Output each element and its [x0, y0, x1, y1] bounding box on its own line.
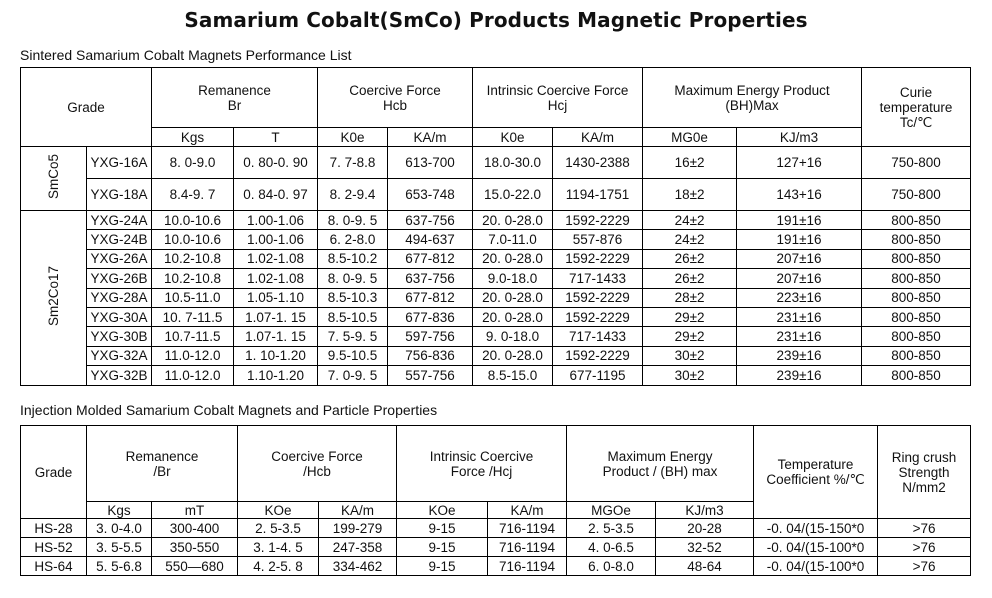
table-cell: 191±16 [737, 230, 862, 249]
energy-symbol: (BH)Max [725, 97, 779, 113]
grade-cell: YXG-32A [87, 346, 152, 365]
table-cell: 7.0-11.0 [473, 230, 553, 249]
table-cell: 750-800 [862, 147, 971, 179]
temp-coefficient-header [754, 426, 878, 519]
table-cell: 10.2-10.8 [152, 249, 234, 268]
table-cell: 199-279 [319, 519, 397, 538]
table-cell: >76 [878, 519, 971, 538]
table-cell: 28±2 [643, 288, 737, 307]
table-cell: 11.0-12.0 [152, 346, 234, 365]
table-row [21, 211, 971, 230]
table-cell: 231±16 [737, 327, 862, 346]
unit-header: KA/m [388, 128, 473, 147]
table-cell: 9-15 [397, 519, 488, 538]
curie-header [862, 68, 971, 147]
table-cell: 1. 10-1.20 [234, 346, 318, 365]
table-cell: 800-850 [862, 230, 971, 249]
table-cell: 10.2-10.8 [152, 269, 234, 288]
unit-header: KJ/m3 [656, 502, 754, 519]
table-cell: 1.02-1.08 [234, 269, 318, 288]
unit-header: KA/m [488, 502, 567, 519]
unit-header: KOe [238, 502, 319, 519]
remanence-label: Remanence [198, 82, 271, 98]
table-cell: 127+16 [737, 147, 862, 179]
table-row [21, 230, 971, 249]
unit-header: KA/m [553, 128, 643, 147]
coercive-label: Coercive Force [349, 82, 441, 98]
table-cell: 26±2 [643, 269, 737, 288]
table-cell: 557-756 [388, 366, 473, 385]
ring-label-3: N/mm2 [902, 479, 946, 495]
intrinsic-label: Intrinsic Coercive Force [486, 82, 629, 98]
energy-symbol: Product / (BH) max [602, 463, 718, 479]
table-cell: 1.00-1.06 [234, 211, 318, 230]
table-cell: 20-28 [656, 519, 754, 538]
table-cell: 716-1194 [488, 538, 567, 557]
grade-cell: YXG-26B [87, 269, 152, 288]
table-cell: 717-1433 [553, 327, 643, 346]
intrinsic-symbol: Hcj [547, 97, 568, 113]
sintered-caption: Sintered Samarium Cobalt Magnets Performance List [20, 47, 352, 63]
curie-label-2: temperature [879, 99, 953, 115]
table-row [21, 519, 971, 538]
table-cell: 223±16 [737, 288, 862, 307]
unit-header: KA/m [319, 502, 397, 519]
remanence-header [152, 68, 318, 128]
table-cell: 800-850 [862, 211, 971, 230]
table-cell: 613-700 [388, 147, 473, 179]
table-cell: 231±16 [737, 307, 862, 326]
table-cell: 800-850 [862, 327, 971, 346]
table-cell: 30±2 [643, 366, 737, 385]
remanence-symbol: Br [227, 97, 242, 113]
grade-cell: HS-52 [21, 538, 87, 557]
table-cell: 716-1194 [488, 557, 567, 576]
remanence-symbol: /Br [153, 463, 171, 479]
temp-label-2: Coefficient %/℃ [766, 472, 865, 487]
table-row [21, 346, 971, 365]
table-cell: 18±2 [643, 179, 737, 211]
table-cell: 334-462 [319, 557, 397, 576]
table-cell: 3. 1-4. 5 [238, 538, 319, 557]
table-cell: 191±16 [737, 211, 862, 230]
group-label [21, 211, 87, 386]
table-cell: 653-748 [388, 179, 473, 211]
table-cell: 3. 5-5.5 [87, 538, 152, 557]
intrinsic-header [397, 426, 567, 502]
table-cell: 1592-2229 [553, 346, 643, 365]
coercive-label: Coercive Force [271, 448, 363, 464]
table-cell: 29±2 [643, 307, 737, 326]
coercive-header [238, 426, 397, 502]
table-cell: 24±2 [643, 230, 737, 249]
table-cell: 207±16 [737, 249, 862, 268]
curie-label-3: Tc/℃ [899, 114, 933, 130]
table-cell: 8.5-10.5 [318, 307, 388, 326]
table-cell: 6. 2-8.0 [318, 230, 388, 249]
table-cell: 239±16 [737, 346, 862, 365]
table-cell: 1.02-1.08 [234, 249, 318, 268]
table-cell: 677-836 [388, 307, 473, 326]
energy-label: Maximum Energy [607, 448, 713, 464]
group-name: SmCo5 [46, 154, 61, 200]
grade-cell: YXG-24B [87, 230, 152, 249]
table-cell: 8. 2-9.4 [318, 179, 388, 211]
table-cell: 2. 5-3.5 [567, 519, 656, 538]
table-cell: -0. 04/(15-100*0 [754, 538, 878, 557]
ring-crush-header [878, 426, 971, 519]
table-cell: 10. 7-11.5 [152, 307, 234, 326]
unit-header: T [234, 128, 318, 147]
table-cell: 550—680 [152, 557, 238, 576]
table-row [21, 288, 971, 307]
table-cell: 143+16 [737, 179, 862, 211]
unit-header: K0e [473, 128, 553, 147]
unit-header: Kgs [87, 502, 152, 519]
table-cell: 8. 0-9.0 [152, 147, 234, 179]
unit-header: mT [152, 502, 238, 519]
group-name: Sm2Co17 [46, 266, 61, 327]
table-cell: 1.00-1.06 [234, 230, 318, 249]
table-cell: -0. 04/(15-100*0 [754, 557, 878, 576]
table-cell: 1.05-1.10 [234, 288, 318, 307]
grade-cell: YXG-30B [87, 327, 152, 346]
table-cell: 9.0-18.0 [473, 269, 553, 288]
grade-cell: YXG-28A [87, 288, 152, 307]
table-cell: 677-812 [388, 288, 473, 307]
ring-label-1: Ring crush [891, 449, 957, 465]
unit-header: K0e [318, 128, 388, 147]
table-row [21, 147, 971, 179]
remanence-header [87, 426, 238, 502]
table-cell: 9. 0-18.0 [473, 327, 553, 346]
table-cell: 750-800 [862, 179, 971, 211]
coercive-symbol: /Hcb [303, 463, 331, 479]
grade-cell: YXG-32B [87, 366, 152, 385]
sintered-table [20, 67, 971, 386]
ring-label-2: Strength [898, 464, 950, 480]
table-cell: 8.5-15.0 [473, 366, 553, 385]
table-cell: 800-850 [862, 249, 971, 268]
table-cell: 15.0-22.0 [473, 179, 553, 211]
table-cell: 494-637 [388, 230, 473, 249]
page-title: Samarium Cobalt(SmCo) Products Magnetic Properties [184, 8, 808, 32]
grade-cell: YXG-18A [87, 179, 152, 211]
table-cell: 8.5-10.3 [318, 288, 388, 307]
table-cell: 800-850 [862, 288, 971, 307]
table-cell: 1.10-1.20 [234, 366, 318, 385]
temp-label-1: Temperature [777, 457, 854, 472]
intrinsic-symbol: Force /Hcj [450, 463, 513, 479]
injection-caption: Injection Molded Samarium Cobalt Magnets and Particle Properties [20, 402, 438, 418]
table-row [21, 366, 971, 385]
table-cell: 7. 5-9. 5 [318, 327, 388, 346]
table-cell: 1592-2229 [553, 211, 643, 230]
grade-cell: YXG-24A [87, 211, 152, 230]
table-cell: >76 [878, 557, 971, 576]
table-cell: 20. 0-28.0 [473, 249, 553, 268]
table-cell: 4. 0-6.5 [567, 538, 656, 557]
unit-header: KOe [397, 502, 488, 519]
table-cell: 300-400 [152, 519, 238, 538]
table-cell: 717-1433 [553, 269, 643, 288]
table-cell: 6. 0-8.0 [567, 557, 656, 576]
table-cell: 800-850 [862, 346, 971, 365]
table-cell: 1.07-1. 15 [234, 327, 318, 346]
energy-header [567, 426, 754, 502]
table-row [21, 538, 971, 557]
table-cell: 0. 80-0. 90 [234, 147, 318, 179]
table-cell: 5. 5-6.8 [87, 557, 152, 576]
table-cell: 3. 0-4.0 [87, 519, 152, 538]
table-cell: 10.7-11.5 [152, 327, 234, 346]
table-row [21, 307, 971, 326]
intrinsic-header [473, 68, 643, 128]
table-cell: 557-876 [553, 230, 643, 249]
table-cell: >76 [878, 538, 971, 557]
table-cell: 1194-1751 [553, 179, 643, 211]
unit-header: MGOe [567, 502, 656, 519]
table-cell: 20. 0-28.0 [473, 307, 553, 326]
table-cell: 350-550 [152, 538, 238, 557]
table-cell: 1430-2388 [553, 147, 643, 179]
table-cell: 8. 0-9. 5 [318, 269, 388, 288]
table-cell: 7. 7-8.8 [318, 147, 388, 179]
intrinsic-label: Intrinsic Coercive [429, 448, 534, 464]
table-row [21, 557, 971, 576]
table-cell: 20. 0-28.0 [473, 288, 553, 307]
table-cell: 800-850 [862, 269, 971, 288]
grade-cell: YXG-26A [87, 249, 152, 268]
table-cell: 207±16 [737, 269, 862, 288]
table-cell: 637-756 [388, 269, 473, 288]
table-cell: 10.0-10.6 [152, 211, 234, 230]
energy-label: Maximum Energy Product [674, 82, 830, 98]
table-cell: 637-756 [388, 211, 473, 230]
table-cell: 9-15 [397, 538, 488, 557]
table-cell: 677-812 [388, 249, 473, 268]
table-cell: 597-756 [388, 327, 473, 346]
energy-header [643, 68, 862, 128]
table-cell: 10.0-10.6 [152, 230, 234, 249]
table-cell: 26±2 [643, 249, 737, 268]
unit-header: Kgs [152, 128, 234, 147]
table-cell: 1592-2229 [553, 307, 643, 326]
table-cell: 11.0-12.0 [152, 366, 234, 385]
table-cell: 29±2 [643, 327, 737, 346]
table-cell: 8. 0-9. 5 [318, 211, 388, 230]
table-cell: 24±2 [643, 211, 737, 230]
table-cell: 8.4-9. 7 [152, 179, 234, 211]
table-cell: 1592-2229 [553, 288, 643, 307]
table-cell: 247-358 [319, 538, 397, 557]
table-cell: 239±16 [737, 366, 862, 385]
table-cell: 4. 2-5. 8 [238, 557, 319, 576]
table-cell: 16±2 [643, 147, 737, 179]
table-cell: 0. 84-0. 97 [234, 179, 318, 211]
table-cell: 716-1194 [488, 519, 567, 538]
table-row [21, 269, 971, 288]
coercive-header [318, 68, 473, 128]
table-cell: 32-52 [656, 538, 754, 557]
grade-cell: YXG-30A [87, 307, 152, 326]
table-cell: 7. 0-9. 5 [318, 366, 388, 385]
table-cell: 677-1195 [553, 366, 643, 385]
table-cell: 20. 0-28.0 [473, 346, 553, 365]
table-cell: 9-15 [397, 557, 488, 576]
table-cell: 48-64 [656, 557, 754, 576]
table-cell: 30±2 [643, 346, 737, 365]
table-cell: 1.07-1. 15 [234, 307, 318, 326]
group-label [21, 147, 87, 211]
table-cell: 1592-2229 [553, 249, 643, 268]
grade-header: Grade [21, 68, 152, 147]
grade-cell: HS-64 [21, 557, 87, 576]
grade-cell: YXG-16A [87, 147, 152, 179]
table-row [21, 249, 971, 268]
table-cell: 756-836 [388, 346, 473, 365]
table-row [21, 327, 971, 346]
table-cell: 800-850 [862, 366, 971, 385]
coercive-symbol: Hcb [383, 97, 408, 113]
injection-table [20, 425, 971, 576]
table-cell: 2. 5-3.5 [238, 519, 319, 538]
grade-cell: HS-28 [21, 519, 87, 538]
table-cell: 18.0-30.0 [473, 147, 553, 179]
table-cell: 800-850 [862, 307, 971, 326]
table-cell: 20. 0-28.0 [473, 211, 553, 230]
table-cell: -0. 04/(15-150*0 [754, 519, 878, 538]
table-row [21, 179, 971, 211]
table-cell: 9.5-10.5 [318, 346, 388, 365]
unit-header: MG0e [643, 128, 737, 147]
unit-header: KJ/m3 [737, 128, 862, 147]
table-cell: 8.5-10.2 [318, 249, 388, 268]
curie-label-1: Curie [899, 84, 933, 100]
table-cell: 10.5-11.0 [152, 288, 234, 307]
grade-header: Grade [21, 426, 87, 519]
remanence-label: Remanence [125, 448, 199, 464]
